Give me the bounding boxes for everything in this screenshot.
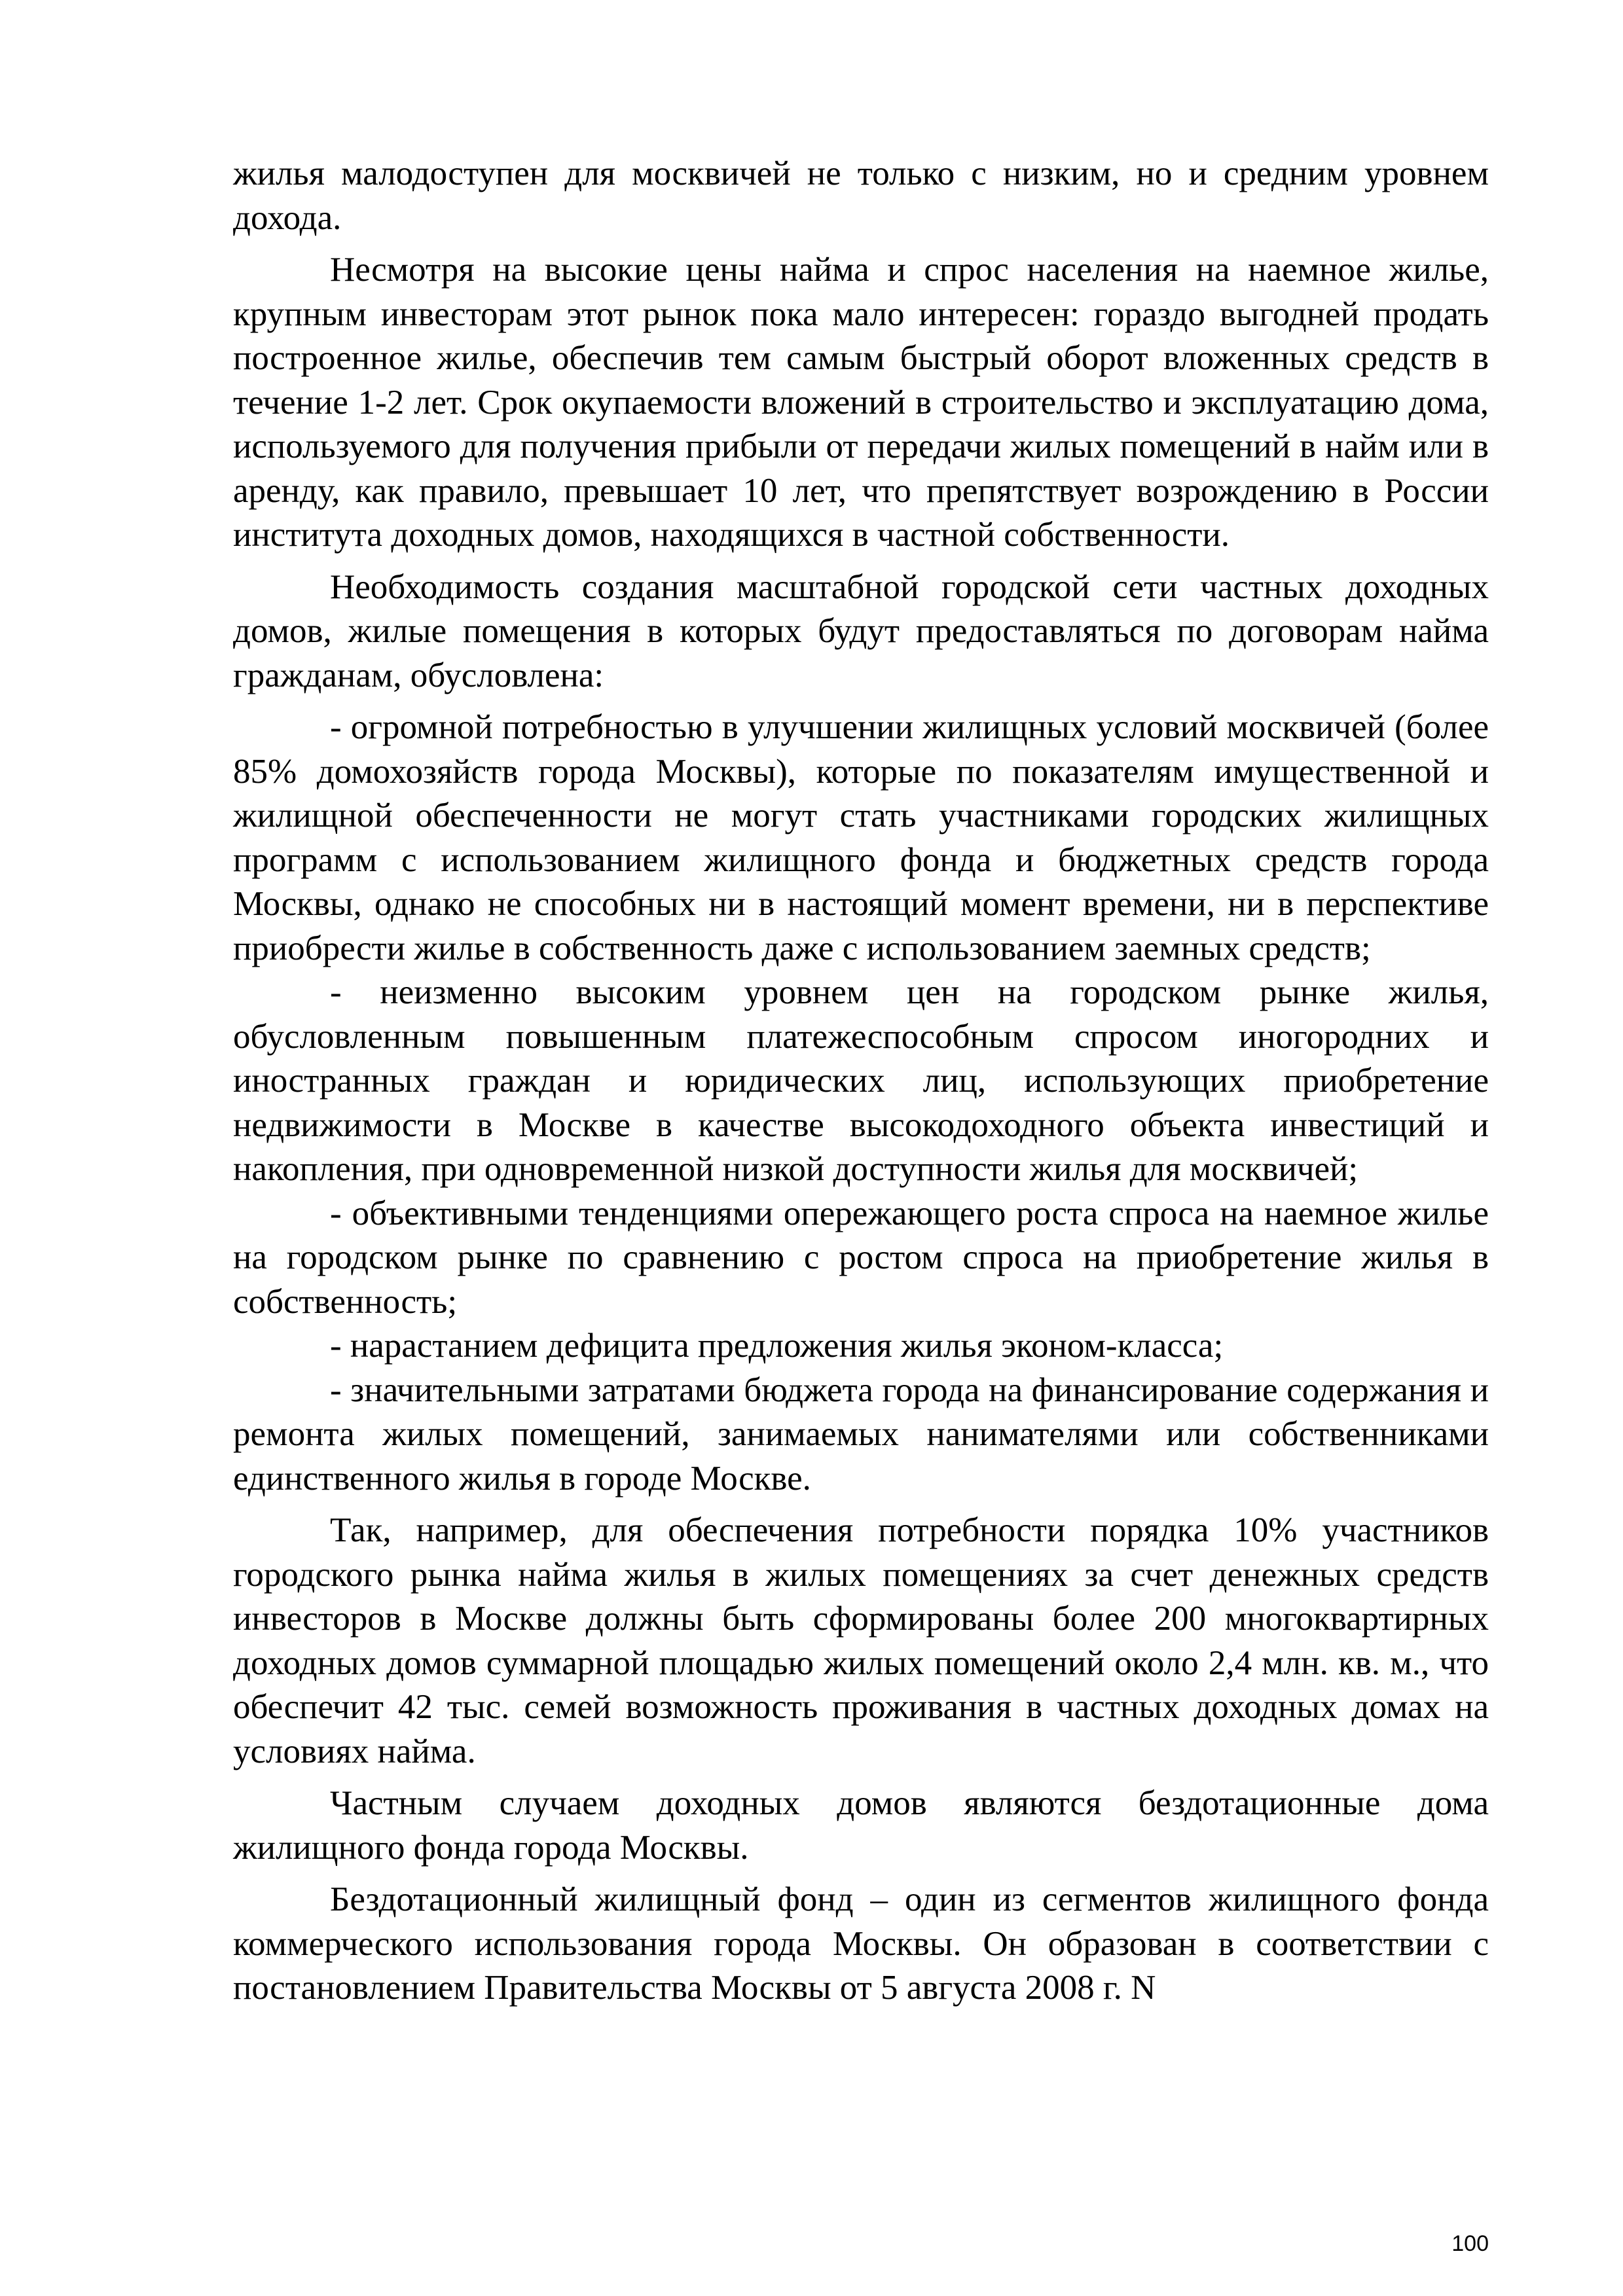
- paragraph-continuation: жилья малодоступен для москвичей не только с низким, но и средним уровнем дохода.: [233, 154, 1489, 237]
- paragraph-subsidy-free-fund: Бездотационный жилищный фонд – один из сегментов жилищного фонда коммерческого использования города Москвы. Он образован в соответствии с постановлением Правительства Москвы от 5 августа 2008 г. N: [233, 1880, 1489, 2007]
- page-number: 100: [1451, 2231, 1489, 2256]
- paragraph-example: Так, например, для обеспечения потребности порядка 10% участников городского рынка найма жилья в жилых помещениях за счет денежных средств инвесторов в Москве должны быть сформированы более 200 многоквартирных доходных домов суммарной площадью жилых помещений около 2,4 млн. кв. м., что обеспечит 42 тыс. семей возможность проживания в частных доходных домах на условиях найма.: [233, 1511, 1489, 1770]
- paragraph-special-case: Частным случаем доходных домов являются бездотационные дома жилищного фонда города Москвы.: [233, 1784, 1489, 1867]
- list-item-housing-needs: - огромной потребностью в улучшении жилищных условий москвичей (более 85% домохозяйств города Москвы), которые по показателям имущественной и жилищной обеспеченности не могут стать участниками городских жилищных программ с использованием жилищного фонда и бюджетных средств города Москвы, однако не способных ни в настоящий момент времени, ни в перспективе приобрести жилье в собственность даже с использованием заемных средств;: [233, 708, 1489, 967]
- paragraph-necessity: Необходимость создания масштабной городской сети частных доходных домов, жилые помещения в которых будут предоставляться по договорам найма гражданам, обусловлена:: [233, 567, 1489, 694]
- list-item-price-level: - неизменно высоким уровнем цен на городском рынке жилья, обусловленным повышенным платежеспособным спросом иногородних и иностранных граждан и юридических лиц, использующих приобретение недвижимости в Москве в качестве высокодоходного объекта инвестиций и накопления, при одновременной низкой доступности жилья для москвичей;: [233, 973, 1489, 1188]
- list-item-budget-costs: - значительными затратами бюджета города на финансирование содержания и ремонта жилых помещений, занимаемых нанимателями или собственниками единственного жилья в городе Москве.: [233, 1371, 1489, 1498]
- list-item-demand-trends: - объективными тенденциями опережающего роста спроса на наемное жилье на городском рынке по сравнению с ростом спроса на приобретение жилья в собственность;: [233, 1194, 1489, 1321]
- body-text: [233, 152, 1489, 2011]
- paragraph-investors: Несмотря на высокие цены найма и спрос населения на наемное жилье, крупным инвесторам этот рынок пока мало интересен: гораздо выгодней продать построенное жилье, обеспечив тем самым быстрый оборот вложенных средств в течение 1-2 лет. Срок окупаемости вложений в строительство и эксплуатацию дома, используемого для получения прибыли от передачи жилых помещений в найм или в аренду, как правило, превышает 10 лет, что препятствует возрождению в России института доходных домов, находящихся в частной собственности.: [233, 251, 1489, 554]
- list-item-economy-deficit: - нарастанием дефицита предложения жилья эконом-класса;: [330, 1327, 1224, 1365]
